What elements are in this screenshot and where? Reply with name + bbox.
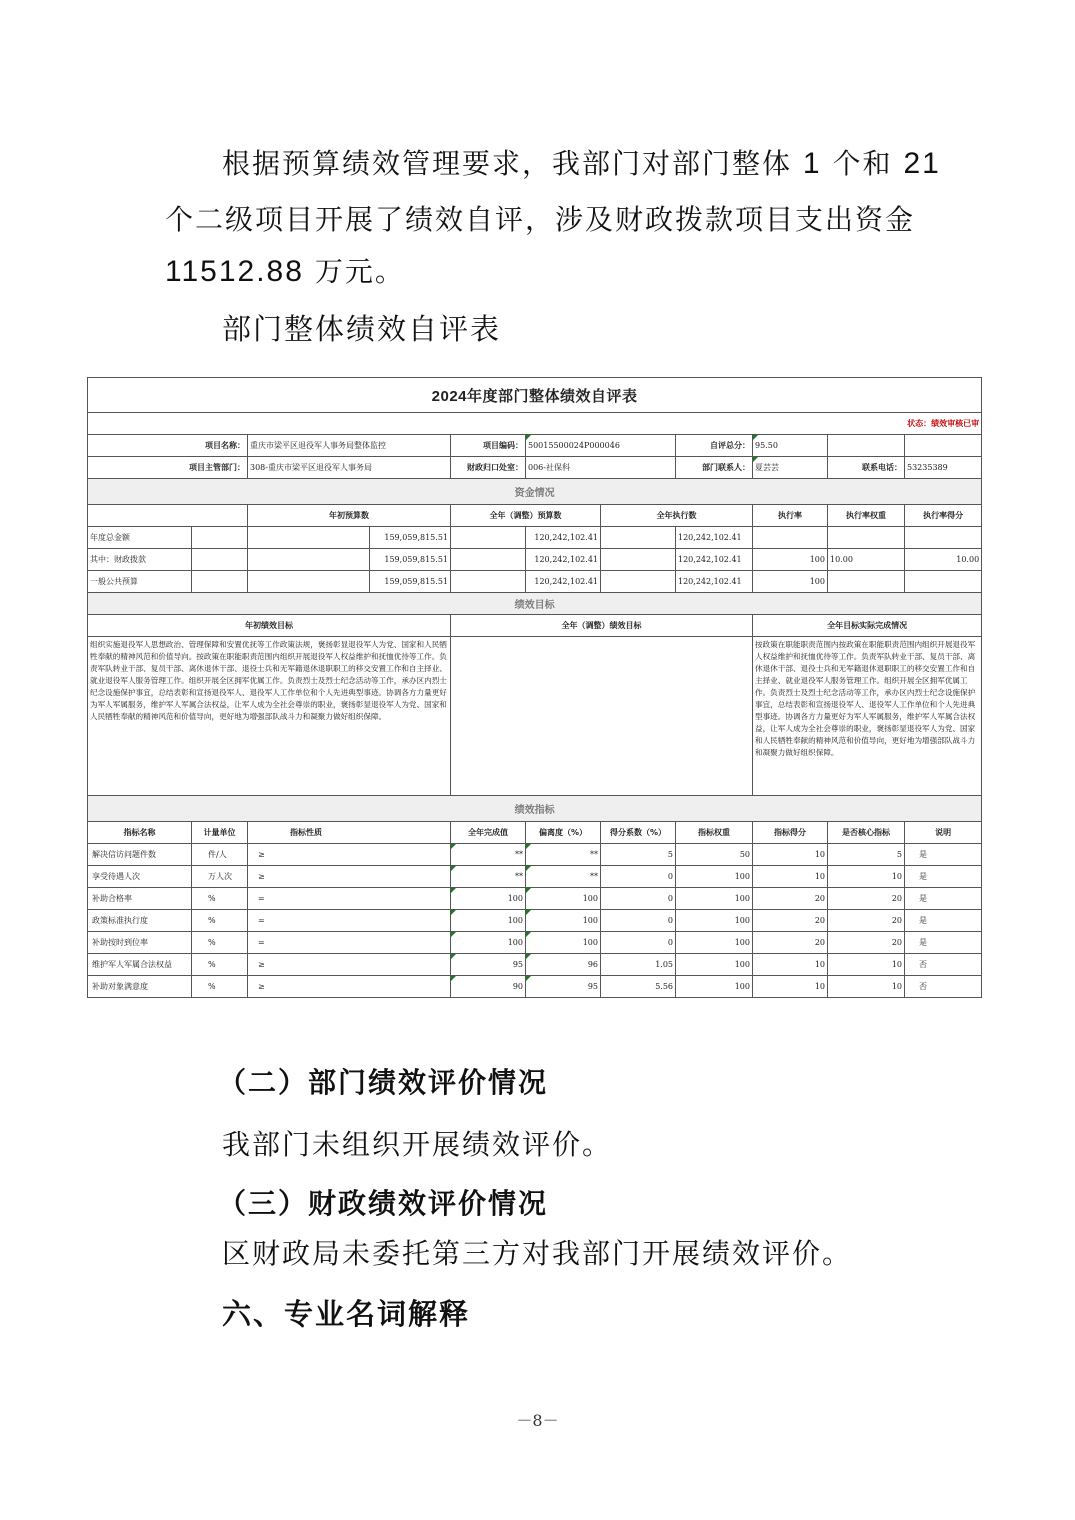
indicator-deviation: 0 [601,888,676,910]
indicator-core: 是 [905,866,982,888]
funds-executed: 120,242,102.41 [676,571,753,593]
indicator-nature: = [248,888,451,910]
section-3-text: 区财政局未委托第三方对我部门开展绩效评价。 [222,1237,853,1270]
intro-number: 1 [802,147,822,180]
funds-weight [828,527,905,549]
performance-table [87,377,981,1013]
intro-number: 11512.88 [165,255,304,288]
section-3-title: （三）财政绩效评价情况 [218,1187,549,1220]
indicator-coef: 100 [676,976,753,998]
funds-header: 全年（调整）预算数 [451,505,601,527]
funds-header: 年初预算数 [248,505,451,527]
funds-score [905,527,982,549]
indicator-core: 是 [905,888,982,910]
empty-cell [192,549,248,571]
indicator-score: 10 [828,866,905,888]
indicator-actual: 100 [526,932,601,954]
empty-cell [601,571,676,593]
section-2-title: （二）部门绩效评价情况 [218,1066,549,1099]
funds-score [905,571,982,593]
office-value: 006-社保科 [526,457,676,479]
indicator-coef: 50 [676,844,753,866]
funds-weight: 10.00 [828,549,905,571]
indicator-coef: 100 [676,932,753,954]
indicator-coef: 100 [676,888,753,910]
empty-cell [905,435,982,457]
empty-cell [451,527,526,549]
funds-row-name: 年度总金额 [88,527,192,549]
ind-header: 是否核心指标 [828,822,905,844]
goals-header: 全年（调整）绩效目标 [451,615,753,637]
indicator-core: 否 [905,954,982,976]
office-label: 财政归口处室： [451,457,526,479]
funds-score: 10.00 [905,549,982,571]
indicator-target: 100 [451,910,526,932]
project-name-label: 项目名称： [88,435,248,457]
indicator-name: 享受待遇人次 [88,866,192,888]
indicator-name: 解决信访问题件数 [88,844,192,866]
indicator-row [88,888,982,910]
empty-cell [248,571,370,593]
ind-header: 指标名称 [88,822,192,844]
project-name-value: 重庆市梁平区退役军人事务局整体监控 [248,435,451,457]
funds-rate: 100 [753,571,828,593]
funds-header: 执行率权重 [828,505,905,527]
section-2-text: 我部门未组织开展绩效评价。 [222,1128,613,1161]
funds-header: 全年执行数 [601,505,753,527]
funds-weight [828,571,905,593]
ind-header: 得分系数（%） [601,822,676,844]
funds-executed: 120,242,102.41 [676,549,753,571]
indicator-unit: % [192,888,248,910]
ind-header: 说明 [905,822,982,844]
goals-header: 年初绩效目标 [88,615,451,637]
intro-text: 根据预算绩效管理要求，我部门对部门整体 [222,147,793,180]
indicator-score: 5 [828,844,905,866]
indicator-actual: ** [526,844,601,866]
funds-rate: 100 [753,549,828,571]
indicator-deviation: 0 [601,866,676,888]
indicator-weight: 20 [753,910,828,932]
intro-line-1 [222,136,941,192]
indicator-weight: 20 [753,932,828,954]
funds-initial: 159,059,815.51 [370,549,451,571]
funds-row-name: 其中：财政拨款 [88,549,192,571]
indicator-weight: 20 [753,888,828,910]
indicator-row [88,866,982,888]
indicators-band: 绩效指标 [88,796,982,822]
indicator-nature: ≥ [248,866,451,888]
indicator-unit: % [192,976,248,998]
funds-initial: 159,059,815.51 [370,527,451,549]
indicator-nature: ≥ [248,954,451,976]
indicator-weight: 10 [753,976,828,998]
indicator-name: 维护军人军属合法权益 [88,954,192,976]
funds-header-blank [88,505,248,527]
indicator-name: 补助按时到位率 [88,932,192,954]
indicator-nature: ≥ [248,844,451,866]
funds-row [88,549,982,571]
funds-adjusted: 120,242,102.41 [526,549,601,571]
indicator-actual: 95 [526,976,601,998]
empty-cell [248,549,370,571]
indicator-weight: 10 [753,844,828,866]
indicator-score: 10 [828,954,905,976]
indicator-target: ** [451,866,526,888]
funds-row [88,527,982,549]
indicator-name: 补助合格率 [88,888,192,910]
indicator-core: 是 [905,932,982,954]
indicator-deviation: 1.05 [601,954,676,976]
goals-header: 全年目标实际完成情况 [753,615,982,637]
indicator-coef: 100 [676,910,753,932]
indicator-score: 20 [828,888,905,910]
intro-text: 万元。 [314,255,405,288]
section-title: 部门整体绩效自评表 [222,312,502,346]
contact-value: 夏芸芸 [753,457,828,479]
dept-label: 项目主管部门： [88,457,248,479]
indicator-score: 20 [828,932,905,954]
indicator-target: 90 [451,976,526,998]
score-label: 自评总分： [676,435,753,457]
ind-header: 指标性质 [248,822,451,844]
ind-header: 偏离度（%） [526,822,601,844]
section-6-title: 六、专业名词解释 [222,1297,471,1331]
indicator-coef: 100 [676,866,753,888]
status-badge: 状态：绩效审核已审 [88,413,982,435]
contact-label: 部门联系人： [676,457,753,479]
empty-cell [248,527,370,549]
goals-band: 绩效目标 [88,593,982,615]
funds-header: 执行率 [753,505,828,527]
funds-row [88,571,982,593]
indicator-unit: % [192,910,248,932]
goals-actual-text: 按政策在职能职责范围内按政策在职能职责范围内组织开展退役军人权益维护和抚恤优待等工作。负责军队转业干部、复员干部、离休退休干部、退役士兵和无军籍退休退职职工的移交安置工作和自主择业、就业退役军人服务管理工作。组织开展全区拥军优属工作。负责烈士及烈士纪念活动等工作，承办区内烈士纪念设施保护事宜，总结表彰和宣扬退役军人、退役军人工作单位和个人先进典型事迹。协调各方力量更好为军人军属服务，维护军人军属合法权益，让军人成为全社会尊崇的职业，褒扬彰显退役军人为党、国家和人民牺牲奉献的精神风范和价值导向，更好地为增强部队战斗力和凝聚力做好组织保障。 [753,637,982,796]
indicator-deviation: 5 [601,844,676,866]
indicator-core: 否 [905,976,982,998]
indicator-core: 是 [905,910,982,932]
indicator-unit: 件/人 [192,844,248,866]
funds-adjusted: 120,242,102.41 [526,527,601,549]
funds-adjusted: 120,242,102.41 [526,571,601,593]
funds-header: 执行率得分 [905,505,982,527]
indicator-target: ** [451,844,526,866]
project-code-value: 50015500024P000046 [526,435,676,457]
empty-cell [451,549,526,571]
goals-adjusted-text [451,637,753,796]
indicator-target: 100 [451,932,526,954]
indicator-deviation: 0 [601,932,676,954]
funds-rate [753,527,828,549]
indicator-nature: ≥ [248,976,451,998]
empty-cell [601,527,676,549]
indicator-actual: 96 [526,954,601,976]
indicator-name: 补助对象满意度 [88,976,192,998]
project-code-label: 项目编码： [451,435,526,457]
indicators-body [88,844,982,998]
indicator-weight: 10 [753,866,828,888]
indicator-row [88,976,982,998]
indicator-nature: = [248,932,451,954]
intro-text: 个二级项目开展了绩效自评，涉及财政拨款项目支出资金 [165,203,916,236]
intro-number: 21 [903,147,941,180]
table-title: 2024年度部门整体绩效自评表 [88,378,982,413]
indicator-weight: 10 [753,954,828,976]
intro-line-3 [165,244,405,300]
empty-cell [192,527,248,549]
indicator-actual: 100 [526,910,601,932]
funds-initial: 159,059,815.51 [370,571,451,593]
phone-label: 联系电话： [828,457,905,479]
intro-line-2 [165,192,915,248]
indicator-target: 100 [451,888,526,910]
intro-text: 个和 [832,147,893,180]
indicator-row [88,910,982,932]
indicator-unit: % [192,954,248,976]
page-number: －8－ [516,1411,559,1430]
empty-cell [601,549,676,571]
indicator-unit: 万人次 [192,866,248,888]
score-value: 95.50 [753,435,828,457]
empty-cell [451,571,526,593]
indicator-core: 是 [905,844,982,866]
indicator-row [88,844,982,866]
ind-header: 指标权重 [676,822,753,844]
indicator-row [88,932,982,954]
indicator-deviation: 5.56 [601,976,676,998]
empty-cell [192,571,248,593]
funds-band: 资金情况 [88,479,982,505]
indicator-deviation: 0 [601,910,676,932]
ind-header: 指标得分 [753,822,828,844]
indicator-actual: ** [526,866,601,888]
indicator-coef: 100 [676,954,753,976]
goals-initial-text: 组织实施退役军人思想政治、管理保障和安置优抚等工作政策法规，褒扬彰显退役军人为党、国家和人民牺牲奉献的精神风范和价值导向。按政策在职能职责范围内组织开展退役军人权益维护和抚恤优待等工作。负责军队转业干部、复员干部、离休退休干部、退役士兵和无军籍退休退职职工的移交安置工作和自主择业、就业退役军人服务管理工作。组织开展全区拥军优属工作。负责烈士及烈士纪念活动等工作，承办区内烈士纪念设施保护事宜，总结表彰和宣扬退役军人、退役军人工作单位和个人先进典型事迹。协调各方力量更好为军人军属服务，维护军人军属合法权益，让军人成为全社会尊崇的职业，褒扬彰显退役军人为党、国家和人民牺牲奉献的精神风范和价值导向，更好地为增强部队战斗力和凝聚力做好组织保障。 [88,637,451,796]
dept-value: 308-重庆市梁平区退役军人事务局 [248,457,451,479]
indicator-score: 20 [828,910,905,932]
funds-row-name: 一般公共预算 [88,571,192,593]
indicator-unit: % [192,932,248,954]
indicator-score: 10 [828,976,905,998]
indicator-nature: = [248,910,451,932]
indicator-name: 政策标准执行度 [88,910,192,932]
ind-header: 全年完成值 [451,822,526,844]
indicator-row [88,954,982,976]
ind-header: 计量单位 [192,822,248,844]
funds-executed: 120,242,102.41 [676,527,753,549]
indicator-actual: 100 [526,888,601,910]
indicator-target: 95 [451,954,526,976]
empty-cell [828,435,905,457]
phone-value: 53235389 [905,457,982,479]
